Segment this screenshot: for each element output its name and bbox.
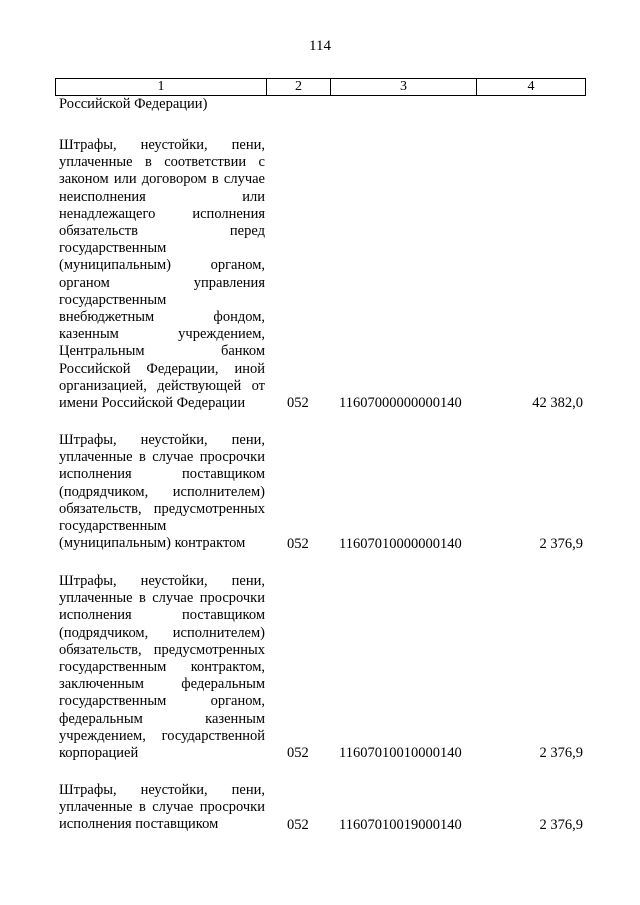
- column-header-4: 4: [527, 79, 535, 94]
- column-header-2: 2: [267, 79, 331, 95]
- row-admin-code: 052: [287, 745, 309, 761]
- column-header-1: 1: [56, 79, 267, 95]
- column-header-3: 3: [331, 79, 477, 95]
- row-kbk-code: 11607010000000140: [339, 536, 462, 552]
- row-admin-code: 052: [287, 395, 309, 411]
- row-description: Штрафы, неустойки, пени, уплаченные в случае просрочки исполнения поставщиком (подрядчиком, исполнителем) обязательств, предусмотренных государственным (муниципальным) контрактом: [59, 432, 265, 552]
- page-number: 114: [309, 38, 331, 54]
- table-header: [55, 78, 586, 96]
- row-amount: 42 382,0: [532, 395, 583, 411]
- row-kbk-code: 11607010019000140: [339, 817, 462, 833]
- continued-text: Российской Федерации): [59, 96, 208, 112]
- row-amount: 2 376,9: [539, 536, 583, 552]
- row-admin-code: 052: [287, 817, 309, 833]
- row-description: Штрафы, неустойки, пени, уплаченные в соответствии с законом или договором в случае неисполнения или ненадлежащего исполнения обязательств перед государственным (муниципальным) органом, органом управления государственным внебюджетным фондом, казенным учреждением, Центральным банком Российской Федерации, иной организацией, действующей от имени Российской Федерации: [59, 137, 265, 412]
- row-kbk-code: 11607000000000140: [339, 395, 462, 411]
- row-description: Штрафы, неустойки, пени, уплаченные в случае просрочки исполнения поставщиком (подрядчиком, исполнителем) обязательств, предусмотренных государственным контрактом, заключенным федеральным государственным органом, федеральным казенным учреждением, государственной корпорацией: [59, 573, 265, 762]
- row-amount: 2 376,9: [539, 817, 583, 833]
- row-description: Штрафы, неустойки, пени, уплаченные в случае просрочки исполнения поставщиком: [59, 782, 265, 833]
- row-kbk-code: 11607010010000140: [339, 745, 462, 761]
- row-amount: 2 376,9: [539, 745, 583, 761]
- row-admin-code: 052: [287, 536, 309, 552]
